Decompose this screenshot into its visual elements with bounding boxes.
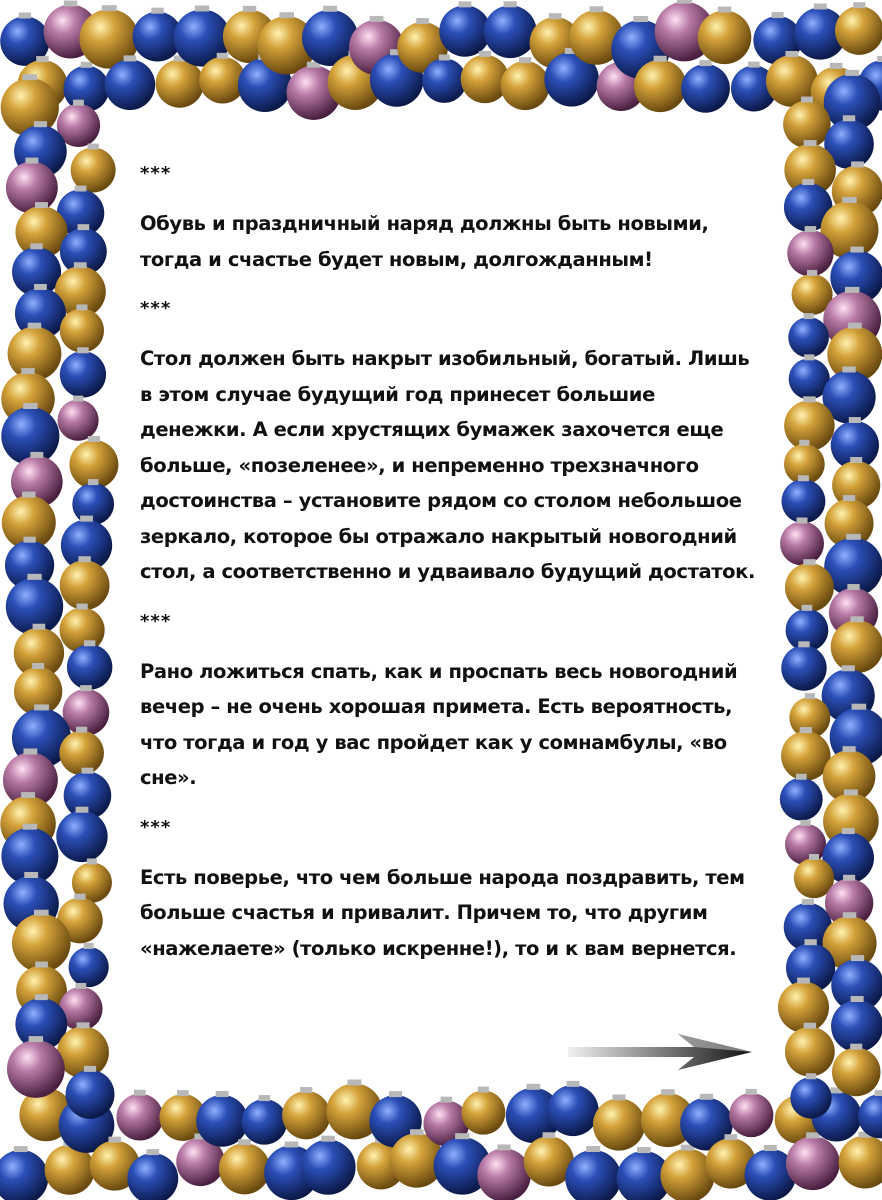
ornament-ball xyxy=(835,6,882,55)
ornament-ball xyxy=(780,521,824,565)
ornament-cap xyxy=(809,854,819,860)
ornament-cap xyxy=(23,74,38,80)
ornament-cap xyxy=(78,224,90,230)
ornament-cap xyxy=(134,1090,146,1096)
ornament-cap xyxy=(875,1090,882,1096)
ornament-cap xyxy=(36,56,49,62)
ornament-ball xyxy=(6,162,58,214)
ornament-cap xyxy=(78,556,90,562)
ornament-ball xyxy=(57,400,98,441)
ornament-cap xyxy=(29,1036,43,1042)
ornament-cap xyxy=(321,1136,335,1142)
ornament-cap xyxy=(34,284,47,290)
ornament-cap xyxy=(19,13,31,19)
ornament-cap xyxy=(805,693,815,699)
ornament-ball xyxy=(282,1091,330,1139)
ornament-cap xyxy=(842,366,855,372)
separator: *** xyxy=(140,610,172,632)
ornament-cap xyxy=(24,749,38,755)
ornament-cap xyxy=(33,624,46,630)
ornament-ball xyxy=(461,1091,505,1135)
ornament-cap xyxy=(746,1089,757,1095)
ornament-cap xyxy=(842,665,855,671)
ornament-cap xyxy=(108,1137,121,1143)
ornament-ball xyxy=(781,645,826,690)
ornament-cap xyxy=(81,768,93,774)
ornament-cap xyxy=(88,436,100,442)
ornament-cap xyxy=(804,1023,816,1029)
ornament-ball xyxy=(301,1140,356,1195)
ornament-cap xyxy=(843,115,855,121)
ornament-cap xyxy=(804,939,816,945)
ornament-cap xyxy=(877,56,882,62)
ornament-cap xyxy=(35,202,48,208)
ornament-cap xyxy=(27,574,41,580)
ornament-ball xyxy=(593,1098,645,1150)
ornament-cap xyxy=(843,746,856,752)
ornament-cap xyxy=(806,1132,819,1138)
ornament-cap xyxy=(846,534,861,540)
ornament-cap xyxy=(849,417,861,423)
ornament-cap xyxy=(798,475,809,481)
ornament-cap xyxy=(844,789,858,795)
ornament-cap xyxy=(76,727,87,733)
ornament-cap xyxy=(30,452,43,458)
ornament-ball xyxy=(484,5,537,58)
ornament-ball xyxy=(790,1077,831,1118)
ornament-cap xyxy=(370,16,384,22)
ornament-cap xyxy=(216,1091,229,1097)
ornament-cap xyxy=(798,641,809,647)
ornament-cap xyxy=(84,943,94,949)
ornament-cap xyxy=(661,1089,674,1095)
ornament-cap xyxy=(74,894,85,900)
ornament-ball xyxy=(778,982,829,1033)
ornament-ball xyxy=(56,811,107,862)
ornament-cap xyxy=(764,1145,777,1151)
ornament-ball xyxy=(60,560,110,610)
ornament-ball xyxy=(785,824,826,865)
ornament-cap xyxy=(84,1066,96,1072)
ornament-cap xyxy=(81,62,92,68)
ornament-cap xyxy=(843,912,857,918)
ornament-ball xyxy=(67,644,112,689)
ornament-cap xyxy=(853,2,865,8)
ornament-cap xyxy=(24,872,38,878)
ornament-cap xyxy=(850,247,863,253)
ornament-ball xyxy=(660,1149,714,1200)
separator: *** xyxy=(140,163,172,184)
ornament-cap xyxy=(300,1087,312,1093)
ornament-ball xyxy=(634,60,686,112)
ornament-cap xyxy=(22,492,35,498)
ornament-cap xyxy=(851,996,864,1002)
ornament-cap xyxy=(590,6,604,12)
ornament-cap xyxy=(700,1094,713,1100)
ornament-cap xyxy=(772,12,784,18)
ornament-ball xyxy=(786,1136,840,1190)
ornament-cap xyxy=(850,457,862,463)
separator: *** xyxy=(140,816,172,838)
ornament-cap xyxy=(73,100,84,106)
ornament-cap xyxy=(677,0,692,4)
ornament-cap xyxy=(567,1081,580,1087)
ornament-ball xyxy=(729,1093,773,1137)
ornament-cap xyxy=(851,161,864,167)
ornament-cap xyxy=(177,1090,189,1096)
ornament-cap xyxy=(797,517,808,523)
ornament-cap xyxy=(21,792,35,798)
ornament-cap xyxy=(76,604,87,610)
ornament-ball xyxy=(1,407,59,465)
ornament-cap xyxy=(25,158,38,164)
ornament-cap xyxy=(848,323,862,329)
ornament-ball xyxy=(7,1040,65,1098)
ornament-cap xyxy=(146,1149,159,1155)
ornament-cap xyxy=(459,1,472,7)
ornament-ball xyxy=(242,1099,288,1145)
ornament-cap xyxy=(654,56,667,62)
ornament-cap xyxy=(416,18,429,24)
ornament-ball xyxy=(69,947,109,987)
ornament-ball xyxy=(63,66,109,112)
ornament-cap xyxy=(845,70,859,76)
ornament-cap xyxy=(259,1095,270,1101)
ornament-cap xyxy=(748,62,759,68)
ornament-cap xyxy=(76,304,87,310)
ornament-ball xyxy=(66,1070,115,1119)
ornament-cap xyxy=(842,828,855,834)
ornament-ball xyxy=(477,1148,530,1200)
ornament-ball xyxy=(832,1048,881,1097)
ornament-cap xyxy=(238,1139,251,1145)
ornament-cap xyxy=(830,63,843,69)
ornament-ball xyxy=(105,59,156,110)
ornament-cap xyxy=(586,1146,600,1152)
ornament-cap xyxy=(803,559,815,565)
ornament-cap xyxy=(455,1133,469,1139)
ornament-cap xyxy=(88,144,99,150)
paragraph-rich-table: Стол должен быть накрыт изобильный, богатый. Лишь в этом случае будущий год принесет большие денежки. А если хрустящих бумажек захочется еще больше, «позеленее», и непременно трехзначного достоинства – установите рядом со столом небольшое зеркало, которое бы отражало накрытый новогодний стол, а соответственно и удваивало будущий достаток. xyxy=(140,347,755,583)
ornament-cap xyxy=(75,185,87,191)
ornament-cap xyxy=(526,1084,540,1090)
paragraph-greetings: Есть поверье, что чем больше народа поздравить, тем больше счастья и привалит. Причем то, что другим «нажелаете» (только искренне!), то и к вам вернется. xyxy=(140,865,745,960)
ornament-ball xyxy=(422,58,466,102)
arrow-right-icon[interactable] xyxy=(566,1028,756,1076)
ornament-cap xyxy=(785,51,798,57)
ornament-cap xyxy=(843,875,855,881)
ornament-cap xyxy=(30,243,42,249)
ornament-ball xyxy=(787,230,833,276)
ornament-cap xyxy=(847,584,859,590)
ornament-cap xyxy=(28,323,41,329)
ornament-cap xyxy=(519,57,531,63)
ornament-cap xyxy=(80,516,93,522)
ornament-cap xyxy=(801,97,813,103)
ornament-cap xyxy=(804,313,814,319)
paragraph-sleep: Рано ложиться спать, как и проспать весь новогодний вечер – не очень хорошая примета. Есть вероятность, что тогда и год у вас пройдет как у сомнамбулы, «во сне». xyxy=(140,659,738,789)
ornament-ball xyxy=(439,5,490,56)
ornament-cap xyxy=(439,54,450,60)
ornament-ball xyxy=(831,620,882,673)
ornament-cap xyxy=(797,978,810,984)
ornament-cap xyxy=(34,121,47,127)
ornament-ball xyxy=(72,483,114,525)
ornament-cap xyxy=(410,1129,424,1135)
ornament-cap xyxy=(804,354,814,360)
ornament-ball xyxy=(780,778,823,821)
ornament-cap xyxy=(807,270,817,276)
ornament-cap xyxy=(796,774,807,780)
ornament-cap xyxy=(806,1073,816,1079)
ornament-cap xyxy=(73,396,83,402)
ornament-ball xyxy=(116,1094,163,1141)
ornament-cap xyxy=(612,1094,625,1100)
ornament-cap xyxy=(805,226,817,232)
ornament-cap xyxy=(543,1132,556,1138)
ornament-cap xyxy=(151,8,163,14)
ornament-cap xyxy=(799,440,809,446)
ornament-cap xyxy=(478,1087,489,1093)
ornament-cap xyxy=(195,5,209,11)
text-content xyxy=(140,160,760,984)
ornament-cap xyxy=(23,403,38,409)
ornament-cap xyxy=(35,962,48,968)
ornament-cap xyxy=(217,53,229,59)
ornament-cap xyxy=(347,1079,361,1085)
ornament-cap xyxy=(803,396,816,402)
ornament-ball xyxy=(0,1150,48,1200)
ornament-cap xyxy=(77,1022,90,1028)
ornament-cap xyxy=(23,537,35,543)
ornament-cap xyxy=(800,820,810,826)
ornament-ball xyxy=(785,563,834,612)
ornament-cap xyxy=(80,685,92,691)
ornament-cap xyxy=(802,899,814,905)
ornament-cap xyxy=(23,824,37,830)
ornament-cap xyxy=(842,197,856,203)
ornament-cap xyxy=(802,179,814,185)
ornament-cap xyxy=(35,994,48,1000)
ornament-cap xyxy=(124,55,137,61)
ornament-cap xyxy=(804,140,817,146)
ornament-cap xyxy=(279,12,294,18)
ornament-cap xyxy=(34,910,49,916)
ornament-cap xyxy=(389,1091,402,1097)
ornament-cap xyxy=(852,704,867,710)
ornament-cap xyxy=(497,1144,510,1150)
ornament-cap xyxy=(285,1141,299,1147)
ornament-ball xyxy=(788,317,829,358)
ornament-cap xyxy=(718,7,731,13)
ornament-ball xyxy=(501,61,550,110)
ornament-ball xyxy=(681,64,730,113)
ornament-cap xyxy=(323,6,337,12)
ornament-cap xyxy=(802,605,813,611)
ornament-cap xyxy=(851,955,864,961)
ornament-cap xyxy=(14,1146,28,1152)
ornament-cap xyxy=(479,51,491,57)
ornament-cap xyxy=(633,16,648,22)
ornament-ball xyxy=(196,1095,248,1147)
ornament-cap xyxy=(84,640,95,646)
ornament-cap xyxy=(74,262,87,268)
ornament-cap xyxy=(800,727,812,733)
ornament-cap xyxy=(504,1,517,7)
ornament-cap xyxy=(699,60,711,66)
separator: *** xyxy=(140,298,172,319)
ornament-ball xyxy=(698,11,752,65)
ornament-cap xyxy=(549,13,562,19)
ornament-cap xyxy=(102,5,117,11)
ornament-cap xyxy=(843,495,855,501)
ornament-cap xyxy=(75,983,86,989)
ornament-ball xyxy=(156,60,204,108)
ornament-cap xyxy=(850,1044,862,1050)
ornament-ball xyxy=(839,1136,882,1189)
ornament-ball xyxy=(547,1085,598,1136)
ornament-cap xyxy=(441,1097,452,1103)
ornament-cap xyxy=(724,1134,737,1140)
ornament-cap xyxy=(845,287,859,293)
ornament-cap xyxy=(76,807,89,813)
ornament-ball xyxy=(781,479,825,523)
ornament-ball xyxy=(60,308,104,352)
ornament-ball xyxy=(785,1027,835,1077)
ornament-cap xyxy=(850,616,863,622)
ornament-cap xyxy=(814,4,827,10)
ornament-cap xyxy=(637,1147,651,1153)
ornament-ball xyxy=(60,351,106,397)
ornament-ball xyxy=(57,1026,109,1078)
ornament-cap xyxy=(243,6,256,12)
ornament-cap xyxy=(87,858,97,864)
ornament-cap xyxy=(88,479,98,485)
ornament-cap xyxy=(34,704,49,710)
ornament-ball xyxy=(219,1143,270,1194)
ornament-cap xyxy=(32,663,44,669)
paragraph-new-clothes: Обувь и праздничный наряд должны быть новыми, тогда и счастье будет новым, долгожданным! xyxy=(140,212,709,271)
ornament-cap xyxy=(64,1,77,7)
ornament-cap xyxy=(21,368,34,374)
ornament-cap xyxy=(77,347,89,353)
